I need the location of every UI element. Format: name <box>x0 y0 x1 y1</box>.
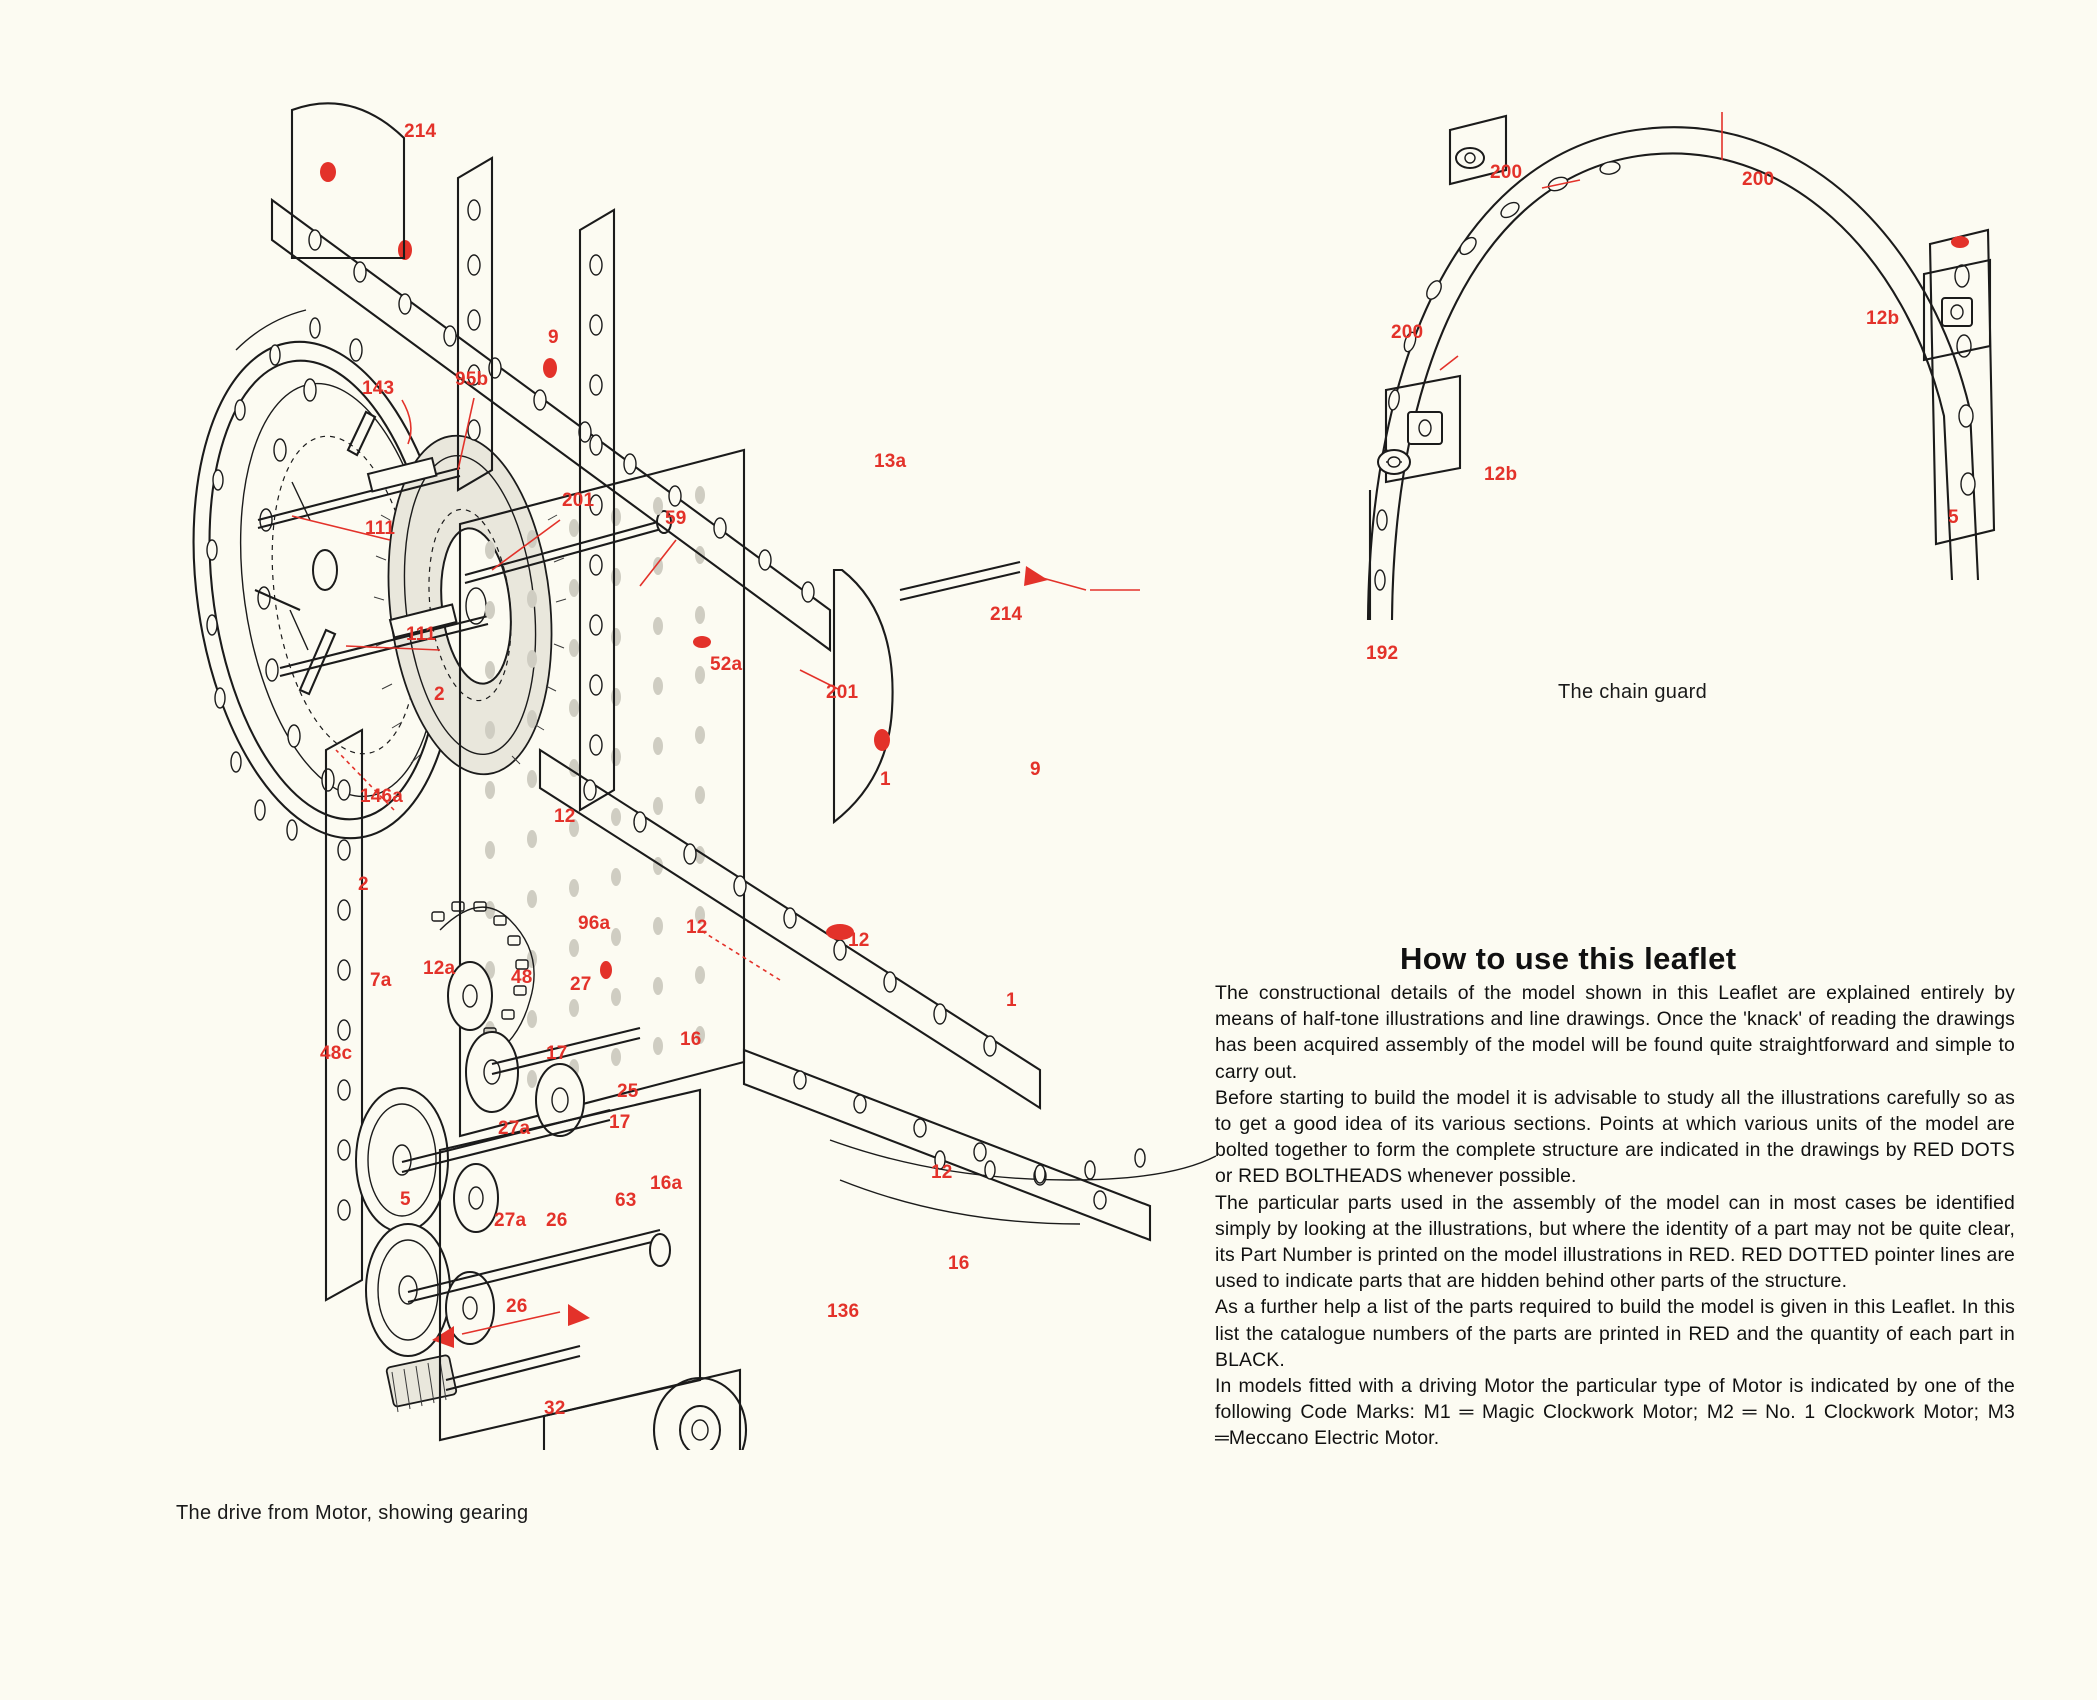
part-label-16-lower: 16 <box>948 1253 970 1274</box>
part-label-136: 136 <box>827 1301 860 1322</box>
part-label-5: 5 <box>400 1189 411 1210</box>
howto-paragraph-2: Before starting to build the model it is advisable to study all the illustrations carefully so as to get a good idea of its various sections. Points at which various units of the model are bolted together to form the complete structure are indicated in the drawings by RED DOTS or RED BOLTHEADS whenever possible. <box>1215 1086 2015 1188</box>
rod-13a <box>900 562 1140 600</box>
part-label-9-top: 9 <box>548 327 559 348</box>
part-label-200-top-right: 200 <box>1742 169 1775 190</box>
part-label-111-upper: 111 <box>365 518 396 539</box>
howto-paragraph-3: The particular parts used in the assembly of the model can in most cases be identified simply by looking at the illustrations, but where the identity of a part may not be quite clear, its Part Number is printed on the model illustrations in RED. RED DOTTED pointer lines are used to indicate parts that are hidden behind other parts of the structure. <box>1215 1191 2015 1293</box>
part-label-111-lower: 111 <box>406 624 437 645</box>
howto-paragraph-5: In models fitted with a driving Motor the particular type of Motor is indicated by one of the following Code Marks: M1 ═ Magic Clockwork Motor; M2 ═ No. 1 Clockwork Motor; M3 ═Meccano Electric Motor. <box>1215 1375 2015 1450</box>
right-vertical-strip <box>1924 230 1994 544</box>
part-label-200-left-top: 200 <box>1490 162 1523 183</box>
part-label-48c: 48c <box>320 1043 353 1064</box>
part-label-17-lower: 17 <box>609 1112 631 1133</box>
part-label-12-far: 12 <box>931 1162 953 1183</box>
right-strips <box>744 1050 1216 1240</box>
part-label-48: 48 <box>511 967 533 988</box>
figure-drive-from-motor <box>140 50 1220 1450</box>
part-label-12-upper: 12 <box>554 806 576 827</box>
part-label-95b: 95b <box>455 369 489 390</box>
part-label-2-upper: 2 <box>434 684 445 705</box>
part-label-12b-right: 12b <box>1866 308 1900 329</box>
part-label-26-lower: 26 <box>506 1296 528 1317</box>
part-label-27a-lower: 27a <box>494 1210 527 1231</box>
part-label-63: 63 <box>615 1190 637 1211</box>
howto-title: How to use this leaflet <box>1400 940 1737 976</box>
part-label-27a-upper: 27a <box>498 1118 531 1139</box>
part-label-5-right: 5 <box>1948 507 1959 528</box>
caption-chain-guard: The chain guard <box>1558 681 1708 703</box>
part-label-146a: 146a <box>360 786 404 807</box>
howto-paragraph-1: The constructional details of the model shown in this Leaflet are explained entirely by means of half-tone illustrations and line drawings. Once the 'knack' of reading the drawings has been acquired assembly of the model will be found quite straightforward and simple to carry out. <box>1215 982 2015 1083</box>
part-label-16a: 16a <box>650 1173 683 1194</box>
part-label-27: 27 <box>570 974 592 995</box>
part-label-1-right: 1 <box>1006 990 1017 1011</box>
part-label-32: 32 <box>544 1398 566 1419</box>
part-label-96a: 96a <box>578 913 611 934</box>
part-label-12-right: 12 <box>848 930 870 951</box>
part-label-7a: 7a <box>370 970 392 991</box>
part-label-52a: 52a <box>710 654 743 675</box>
caption-drive-from-motor: The drive from Motor, showing gearing <box>176 1502 529 1524</box>
part-label-1-mid: 1 <box>880 769 891 790</box>
part-label-214-top: 214 <box>404 121 437 142</box>
part-label-26-upper: 26 <box>546 1210 568 1231</box>
part-label-13a: 13a <box>874 451 907 472</box>
howto-body <box>1215 980 2015 1452</box>
part-label-200-left-mid: 200 <box>1391 322 1424 343</box>
part-label-12a: 12a <box>423 958 456 979</box>
howto-paragraph-4: As a further help a list of the parts required to build the model is given in this Leaflet. In this list the catalogue numbers of the parts are printed in RED and the quantity of each part in BLACK. <box>1215 1296 2015 1371</box>
part-label-12b-left: 12b <box>1484 464 1518 485</box>
part-label-2-lower: 2 <box>358 874 369 895</box>
part-label-9-right: 9 <box>1030 759 1041 780</box>
part-label-17-upper: 17 <box>546 1043 568 1064</box>
part-label-25: 25 <box>617 1081 639 1102</box>
part-label-201-lower: 201 <box>826 682 859 703</box>
part-label-143: 143 <box>362 378 395 399</box>
figure-chain-guard <box>1330 60 2070 700</box>
part-label-214-right: 214 <box>990 604 1023 625</box>
part-label-16-upper: 16 <box>680 1029 702 1050</box>
part-label-201-upper: 201 <box>562 490 595 511</box>
part-label-12-mid: 12 <box>686 917 708 938</box>
part-label-192: 192 <box>1366 643 1399 664</box>
motor-side-plate <box>440 1090 746 1450</box>
part-label-59: 59 <box>665 508 687 529</box>
